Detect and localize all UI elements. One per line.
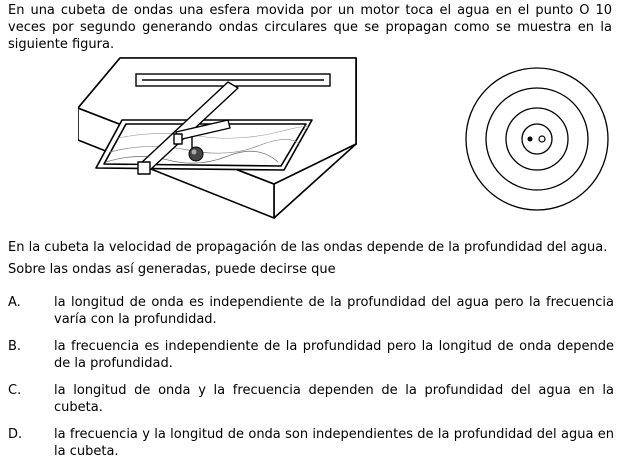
option-text: la longitud de onda y la frecuencia dependen de la profundidad del agua en la cubeta. bbox=[54, 383, 614, 415]
option-text: la longitud de onda es independiente de la profundidad del agua pero la frecuencia varía con la profundidad. bbox=[54, 295, 614, 327]
option-letter: D. bbox=[8, 427, 23, 442]
statement-line-1: En la cubeta la velocidad de propagación de las ondas depende de la profundidad del agua. bbox=[8, 240, 608, 255]
concentric-waves-diagram bbox=[464, 66, 610, 216]
option-b[interactable] bbox=[8, 338, 614, 372]
circular-waves-icon bbox=[464, 66, 610, 212]
answer-options bbox=[8, 294, 614, 470]
option-letter: B. bbox=[8, 339, 22, 354]
option-letter: A. bbox=[8, 295, 21, 310]
option-letter: C. bbox=[8, 383, 22, 398]
option-text: la frecuencia y la longitud de onda son independientes de la profundidad del agua en la cubeta. bbox=[54, 427, 614, 459]
statement-line-2: Sobre las ondas así generadas, puede decirse que bbox=[8, 262, 336, 277]
question-statement bbox=[8, 237, 612, 281]
option-d[interactable] bbox=[8, 426, 614, 460]
option-c[interactable] bbox=[8, 382, 614, 416]
ripple-tank-icon bbox=[78, 52, 368, 224]
option-text: la frecuencia es independiente de la profundidad pero la longitud de onda depende de la profundidad. bbox=[54, 339, 614, 371]
option-a[interactable] bbox=[8, 294, 614, 328]
ripple-tank-illustration bbox=[78, 52, 368, 228]
question-intro: En una cubeta de ondas una esfera movida por un motor toca el agua en el punto O 10 veces por segundo generando ondas circulares que se propagan como se muestra en la siguiente figura. bbox=[8, 3, 612, 52]
